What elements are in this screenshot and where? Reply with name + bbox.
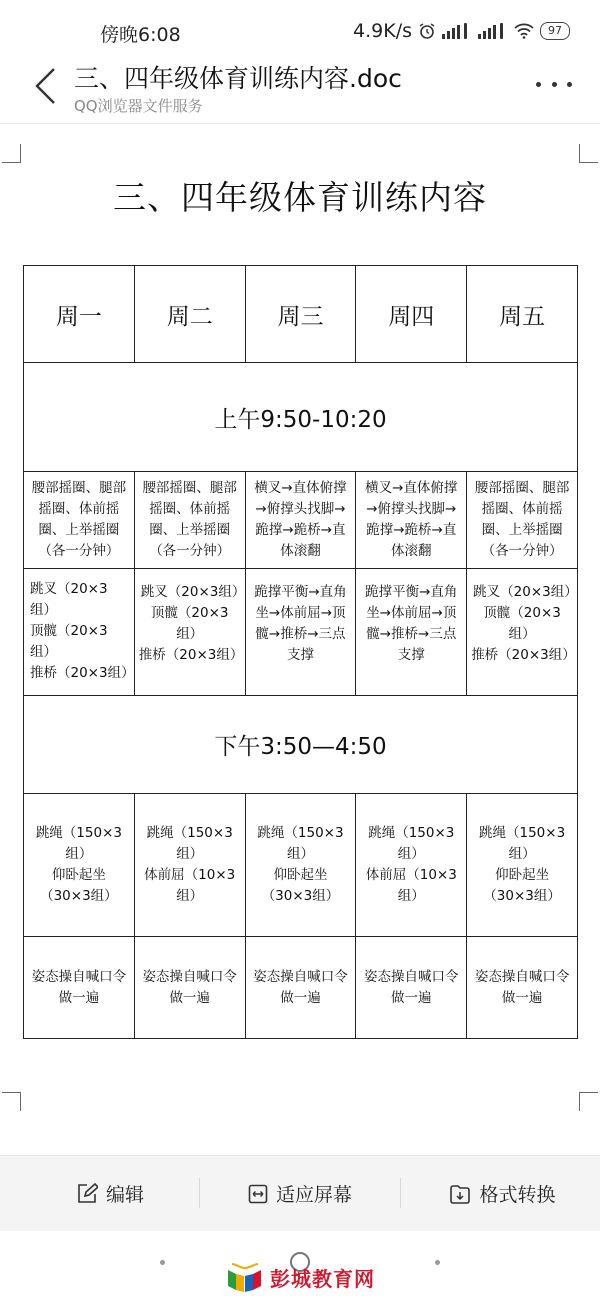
convert-icon [449,1183,471,1205]
page-corner-mark [2,1092,21,1111]
fit-screen-label: 适应屏幕 [275,1184,352,1206]
more-dot-icon [567,82,572,87]
day-header: 周四 [356,266,467,363]
table-cell: 跳绳（150×3组） 仰卧起坐（30×3组） [245,793,356,936]
table-cell: 跳绳（150×3组） 体前屈（10×3组） [356,793,467,936]
header-divider [0,123,600,124]
table-cell: 姿态操自喊口令做一遍 [467,936,578,1038]
training-schedule-table [23,265,578,1039]
edit-label: 编辑 [105,1184,144,1206]
fit-screen-icon [248,1184,268,1204]
table-cell: 跳绳（150×3组） 仰卧起坐（30×3组） [24,793,135,936]
table-cell: 跳叉（20×3组）顶髋（20×3组） 推桥（20×3组） [467,569,578,695]
day-header: 周二 [134,266,245,363]
day-header: 周一 [24,266,135,363]
back-arrow-icon [30,66,62,106]
nav-dot [160,1260,165,1265]
day-header: 周三 [245,266,356,363]
table-cell: 横叉→直体俯撑→俯撑头找脚→跪撑→跪桥→直体滚翻 [245,472,356,569]
morning-time-row [24,363,578,472]
morning-time-label: 上午9:50-10:20 [24,363,578,472]
status-indicators [353,20,570,42]
toolbar-divider [400,1178,401,1208]
status-bar [0,0,600,60]
network-speed: 4.9K/s [353,20,412,42]
table-cell: 跳叉（20×3组） 顶髋（20×3组） 推桥（20×3组） [24,569,135,695]
more-dot-icon [552,82,557,87]
signal-icon-2 [478,23,508,39]
table-cell: 腰部摇圈、腿部摇圈、体前摇圈、上举摇圈（各一分钟） [24,472,135,569]
afternoon-time-label: 下午3:50—4:50 [24,695,578,793]
table-cell: 腰部摇圈、腿部摇圈、体前摇圈、上举摇圈（各一分钟） [467,472,578,569]
app-header [0,56,600,126]
book-logo-icon [226,1262,264,1292]
more-dot-icon [536,82,541,87]
table-cell: 跳叉（20×3组）顶髋（20×3组） 推桥（20×3组） [134,569,245,695]
table-cell: 跪撑平衡→直角坐→体前屈→顶髋→推桥→三点支撑 [245,569,356,695]
nav-dot [435,1260,440,1265]
table-cell: 姿态操自喊口令做一遍 [356,936,467,1038]
table-row [24,569,578,695]
table-row [24,472,578,569]
watermark-text: 彭城教育网 [270,1266,375,1291]
wifi-icon [514,23,534,39]
status-time: 傍晚6:08 [100,24,181,46]
alarm-icon [418,22,436,40]
format-convert-button[interactable] [420,1156,585,1231]
table-row [24,936,578,1038]
afternoon-time-row [24,695,578,793]
page-corner-mark [579,1092,598,1111]
table-cell: 跳绳（150×3组） 体前屈（10×3组） [134,793,245,936]
document-title: 三、四年级体育训练内容.doc [74,64,402,93]
table-cell: 横叉→直体俯撑→俯撑头找脚→跪撑→跪桥→直体滚翻 [356,472,467,569]
table-cell: 姿态操自喊口令做一遍 [245,936,356,1038]
battery-icon: 97 [540,22,570,40]
day-header-row [24,266,578,363]
table-row [24,793,578,936]
format-convert-label: 格式转换 [479,1184,556,1206]
more-options-button[interactable] [536,76,572,92]
table-cell: 姿态操自喊口令做一遍 [24,936,135,1038]
page-corner-mark [2,144,21,163]
signal-icon [442,23,472,39]
table-cell: 跳绳（150×3组） 仰卧起坐（30×3组） [467,793,578,936]
page-corner-mark [579,144,598,163]
document-source: QQ浏览器文件服务 [74,97,203,115]
edit-icon [76,1183,98,1205]
day-header: 周五 [467,266,578,363]
fit-screen-button[interactable] [220,1156,380,1231]
table-cell: 腰部摇圈、腿部摇圈、体前摇圈、上举摇圈（各一分钟） [134,472,245,569]
watermark [226,1262,375,1292]
table-cell: 跪撑平衡→直角坐→体前屈→顶髋→推桥→三点支撑 [356,569,467,695]
edit-button[interactable] [40,1156,180,1231]
back-button[interactable] [30,66,62,106]
document-heading: 三、四年级体育训练内容 [113,178,487,217]
bottom-toolbar [0,1155,600,1231]
table-cell: 姿态操自喊口令做一遍 [134,936,245,1038]
toolbar-divider [199,1178,200,1208]
